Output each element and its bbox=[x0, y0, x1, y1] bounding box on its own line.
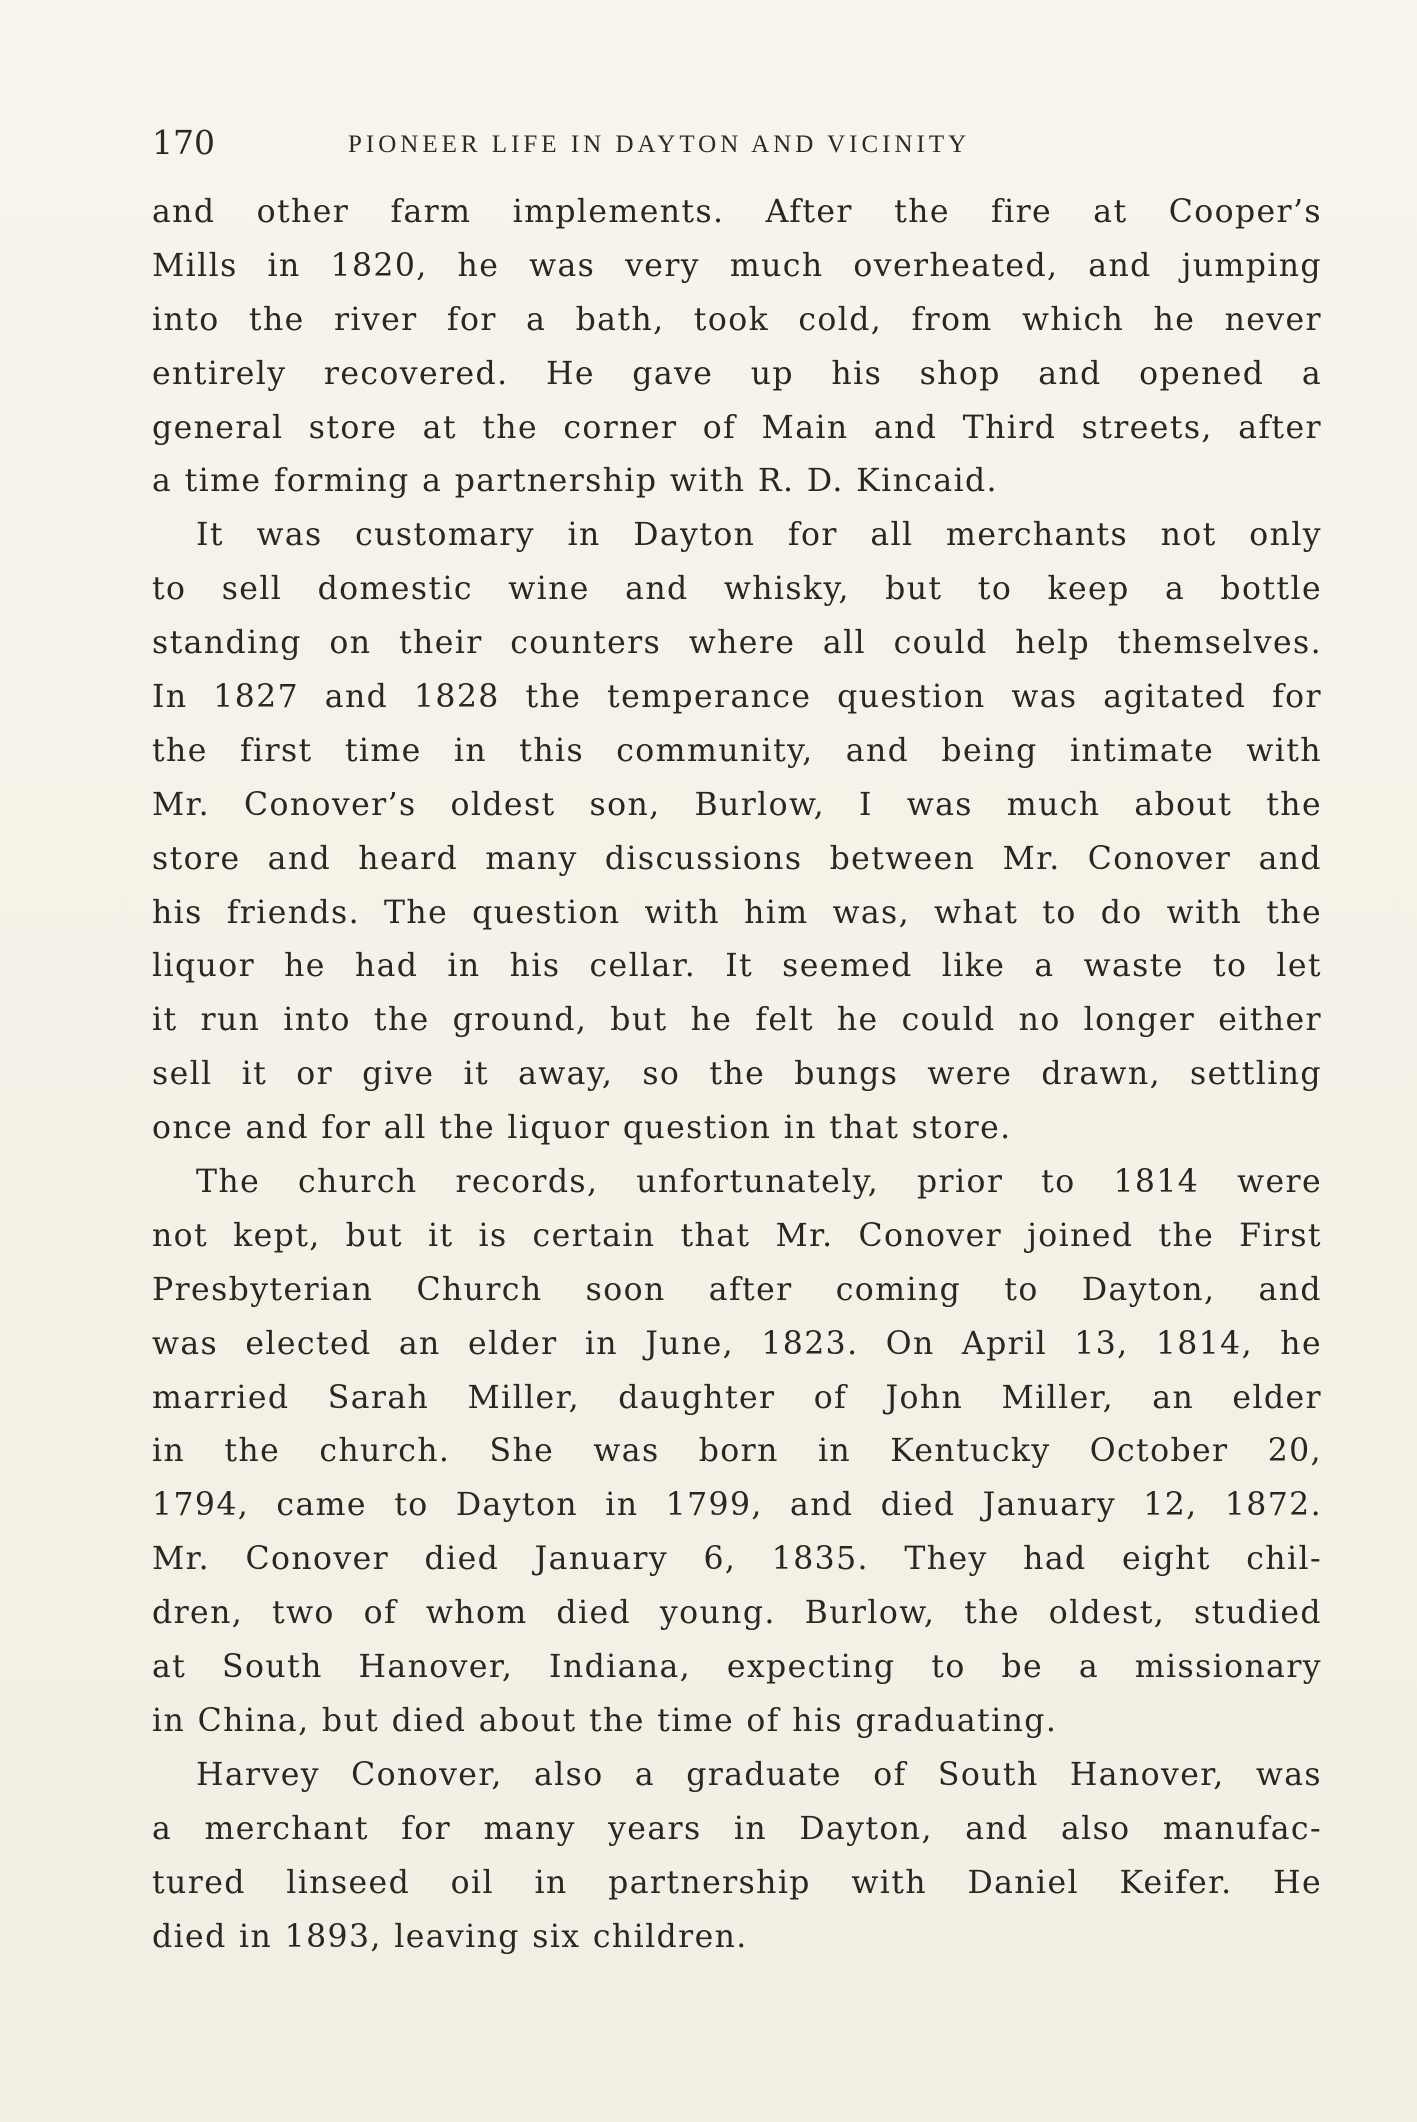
text-line: Mr. Conover died January 6, 1835. They had eight chil- bbox=[152, 1541, 1322, 1578]
text-line: Mr. Conover’s oldest son, Burlow, I was much about the bbox=[152, 786, 1322, 823]
text-line: tured linseed oil in partnership with Daniel Keifer. He bbox=[152, 1864, 1322, 1901]
page-header bbox=[152, 118, 1322, 168]
body-text bbox=[152, 186, 1322, 1964]
text-line: died in 1893, leaving six children. bbox=[152, 1918, 748, 1955]
text-line: to sell domestic wine and whisky, but to keep a bottle bbox=[152, 571, 1322, 608]
text-line: standing on their counters where all could help themselves. bbox=[152, 625, 1322, 662]
text-line: In 1827 and 1828 the temperance question was agitated for bbox=[152, 679, 1322, 716]
text-line: entirely recovered. He gave up his shop and opened a bbox=[152, 355, 1322, 392]
paragraph-first-line: It was customary in Dayton for all merchants not only bbox=[196, 517, 1322, 554]
text-line: was elected an elder in June, 1823. On April 13, 1814, he bbox=[152, 1325, 1322, 1362]
page-number: 170 bbox=[152, 123, 215, 162]
text-line: dren, two of whom died young. Burlow, the oldest, studied bbox=[152, 1595, 1322, 1632]
text-line: sell it or give it away, so the bungs were drawn, settling bbox=[152, 1056, 1322, 1093]
text-line: in the church. She was born in Kentucky October 20, bbox=[152, 1433, 1322, 1470]
text-line: Presbyterian Church soon after coming to Dayton, and bbox=[152, 1271, 1322, 1308]
text-line: a merchant for many years in Dayton, and also manufac- bbox=[152, 1810, 1322, 1847]
text-line: the first time in this community, and being intimate with bbox=[152, 732, 1322, 769]
paragraph-first-line: Harvey Conover, also a graduate of South Hanover, was bbox=[196, 1756, 1322, 1793]
text-line: store and heard many discussions between Mr. Conover and bbox=[152, 840, 1322, 877]
text-line: and other farm implements. After the fire at Cooper’s bbox=[152, 194, 1322, 230]
text-line: general store at the corner of Main and Third streets, after bbox=[152, 409, 1322, 446]
text-line: married Sarah Miller, daughter of John Miller, an elder bbox=[152, 1379, 1322, 1416]
text-line: Mills in 1820, he was very much overheated, and jumping bbox=[152, 247, 1322, 284]
text-line: it run into the ground, but he felt he could no longer either bbox=[152, 1002, 1322, 1039]
text-line: once and for all the liquor question in that store. bbox=[152, 1110, 1012, 1147]
text-line: 1794, came to Dayton in 1799, and died January 12, 1872. bbox=[152, 1487, 1322, 1524]
text-line: into the river for a bath, took cold, from which he never bbox=[152, 301, 1322, 338]
text-line: at South Hanover, Indiana, expecting to be a missionary bbox=[152, 1649, 1322, 1686]
text-line: his friends. The question with him was, what to do with the bbox=[152, 894, 1322, 931]
text-line: in China, but died about the time of his graduating. bbox=[152, 1702, 1058, 1739]
text-line: not kept, but it is certain that Mr. Conover joined the First bbox=[152, 1217, 1322, 1254]
paragraph-first-line: The church records, unfortunately, prior to 1814 were bbox=[196, 1164, 1322, 1201]
text-line: liquor he had in his cellar. It seemed like a waste to let bbox=[152, 948, 1322, 985]
running-head: PIONEER LIFE IN DAYTON AND VICINITY bbox=[348, 131, 971, 158]
text-line: a time forming a partnership with R. D. Kincaid. bbox=[152, 463, 998, 500]
